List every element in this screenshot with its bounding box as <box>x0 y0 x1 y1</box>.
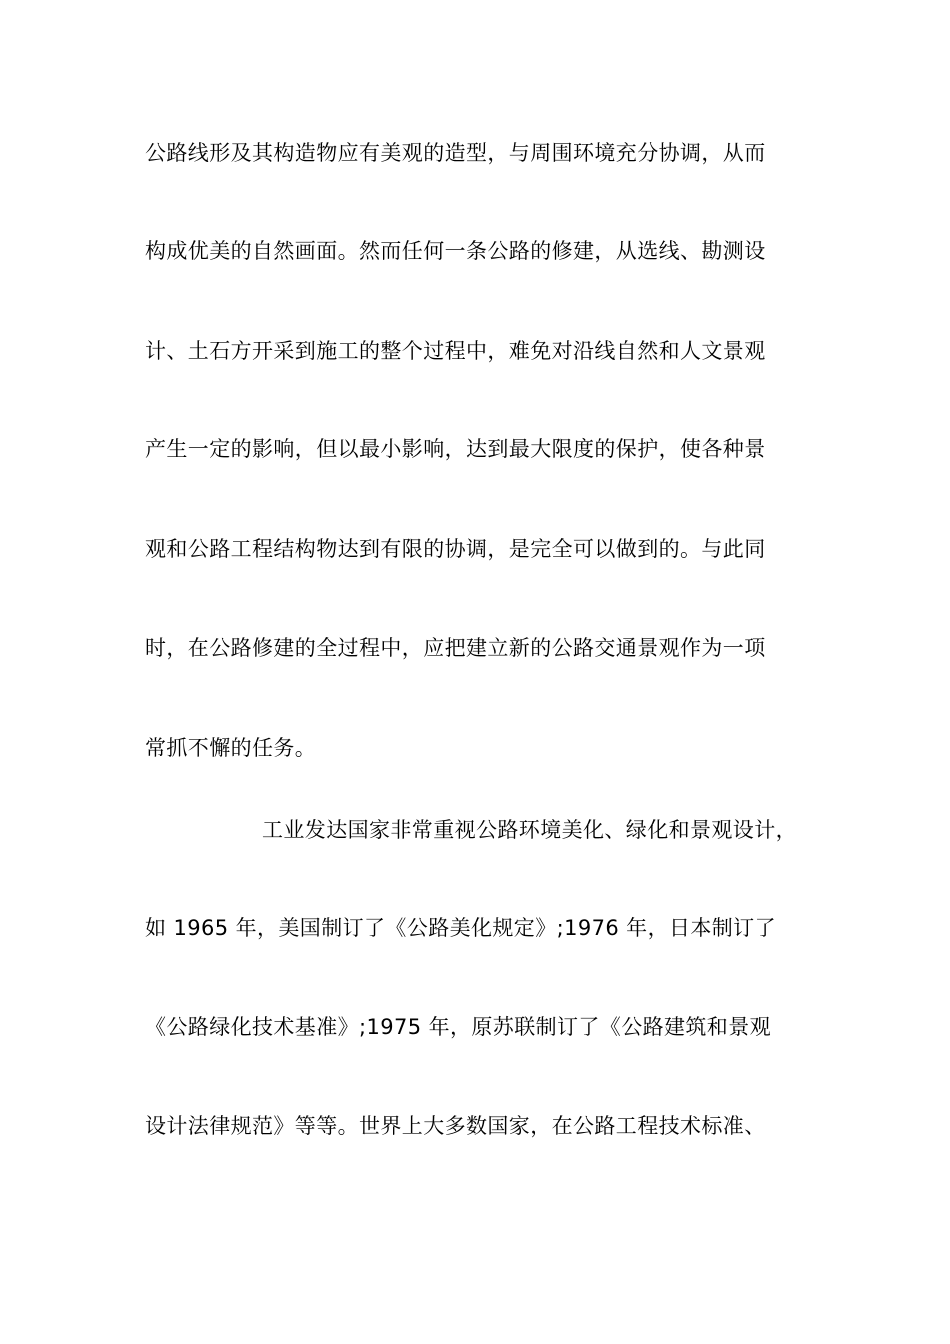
text-line: 如 1965 年，美国制订了《公路美化规定》;1976 年，日本制订了 <box>145 916 776 940</box>
text-line: 产生一定的影响，但以最小影响，达到最大限度的保护，使各种景 <box>145 437 766 461</box>
text-line: 观和公路工程结构物达到有限的协调，是完全可以做到的。与此同 <box>145 537 766 561</box>
paragraph-first-line: 工业发达国家非常重视公路环境美化、绿化和景观设计， <box>262 818 797 842</box>
text-line: 常抓不懈的任务。 <box>145 736 317 760</box>
text-line: 设计法律规范》等等。世界上大多数国家，在公路工程技术标准、 <box>145 1114 766 1138</box>
text-line: 公路线形及其构造物应有美观的造型，与周围环境充分协调，从而 <box>145 141 766 165</box>
text-line: 时，在公路修建的全过程中，应把建立新的公路交通景观作为一项 <box>145 636 766 660</box>
text-line: 《公路绿化技术基准》;1975 年，原苏联制订了《公路建筑和景观 <box>145 1015 771 1039</box>
text-line: 构成优美的自然画面。然而任何一条公路的修建，从选线、勘测设 <box>145 239 766 263</box>
text-line: 计、土石方开采到施工的整个过程中，难免对沿线自然和人文景观 <box>145 339 766 363</box>
